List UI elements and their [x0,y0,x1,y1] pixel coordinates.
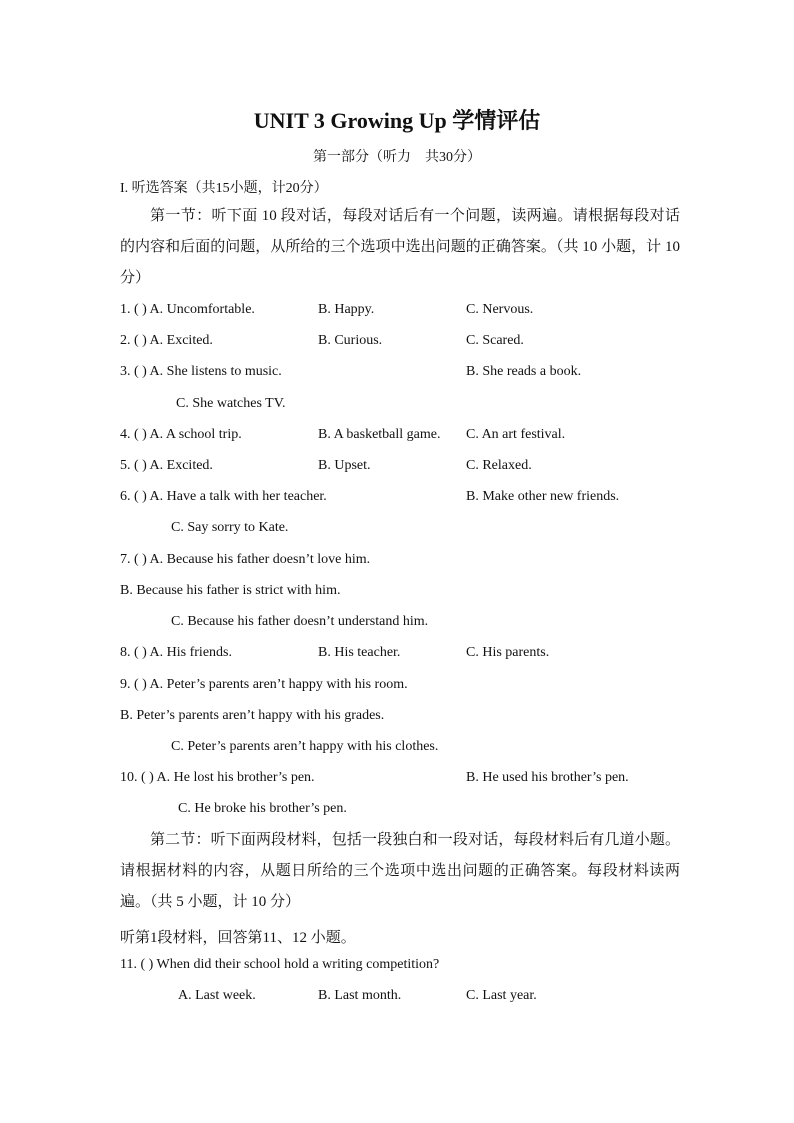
q7-option-c: C. Because his father doesn’t understand him. [171,614,429,629]
page-title: UNIT 3 Growing Up 学情评估 [253,108,541,133]
q8-option-a: 8. ( ) A. His friends. [120,645,232,660]
q10-option-a: 10. ( ) A. He lost his brother’s pen. [120,770,315,785]
section1-instruction: 第一节：听下面 10 段对话，每段对话后有一个问题，读两遍。请根据每段对话的内容和后面的问题，从所给的三个选项中选出问题的正确答案。（共 10 小题，计 10 分） [120,208,680,286]
q4-option-b: B. A basketball game. [318,427,441,442]
q11-option-a: A. Last week. [178,988,256,1003]
q5-option-c: C. Relaxed. [466,458,532,473]
q1-option-a: 1. ( ) A. Uncomfortable. [120,302,255,317]
q6-option-a: 6. ( ) A. Have a talk with her teacher. [120,489,327,504]
q1-option-c: C. Nervous. [466,302,534,317]
q11-option-c: C. Last year. [466,988,537,1003]
q1-option-b: B. Happy. [318,302,375,317]
section-heading: I. 听选答案（共15小题，计20分） [120,181,328,196]
q3-option-b: B. She reads a book. [466,364,582,379]
q4-option-a: 4. ( ) A. A school trip. [120,427,242,442]
q2-option-a: 2. ( ) A. Excited. [120,333,213,348]
q9-option-a: 9. ( ) A. Peter’s parents aren’t happy with his room. [120,677,408,692]
part-heading: 第一部分（听力 共30分） [313,150,481,165]
q2-option-c: C. Scared. [466,333,524,348]
q3-option-c: C. She watches TV. [176,396,286,411]
q3-option-a: 3. ( ) A. She listens to music. [120,364,282,379]
material1-heading: 听第1段材料，回答第11、12 小题。 [120,930,356,946]
q7-option-b: B. Because his father is strict with him. [120,583,341,598]
section2-instruction: 第二节：听下面两段材料，包括一段独白和一段对话，每段材料后有几道小题。请根据材料的内容，从题日所给的三个选项中选出问题的正确答案。每段材料读两遍。（共 5 小题，计 10 分） [120,832,680,910]
q8-option-c: C. His parents. [466,645,550,660]
q5-option-b: B. Upset. [318,458,371,473]
q8-option-b: B. His teacher. [318,645,401,660]
q9-option-c: C. Peter’s parents aren’t happy with his clothes. [171,739,439,754]
q10-option-c: C. He broke his brother’s pen. [178,801,347,816]
q11-option-b: B. Last month. [318,988,402,1003]
q11-question: 11. ( ) When did their school hold a writing competition? [120,957,440,972]
q6-option-c: C. Say sorry to Kate. [171,520,289,535]
q9-option-b: B. Peter’s parents aren’t happy with his grades. [120,708,385,723]
q5-option-a: 5. ( ) A. Excited. [120,458,213,473]
q7-option-a: 7. ( ) A. Because his father doesn’t love him. [120,552,371,567]
q2-option-b: B. Curious. [318,333,383,348]
q4-option-c: C. An art festival. [466,427,566,442]
q10-option-b: B. He used his brother’s pen. [466,770,629,785]
q6-option-b: B. Make other new friends. [466,489,620,504]
